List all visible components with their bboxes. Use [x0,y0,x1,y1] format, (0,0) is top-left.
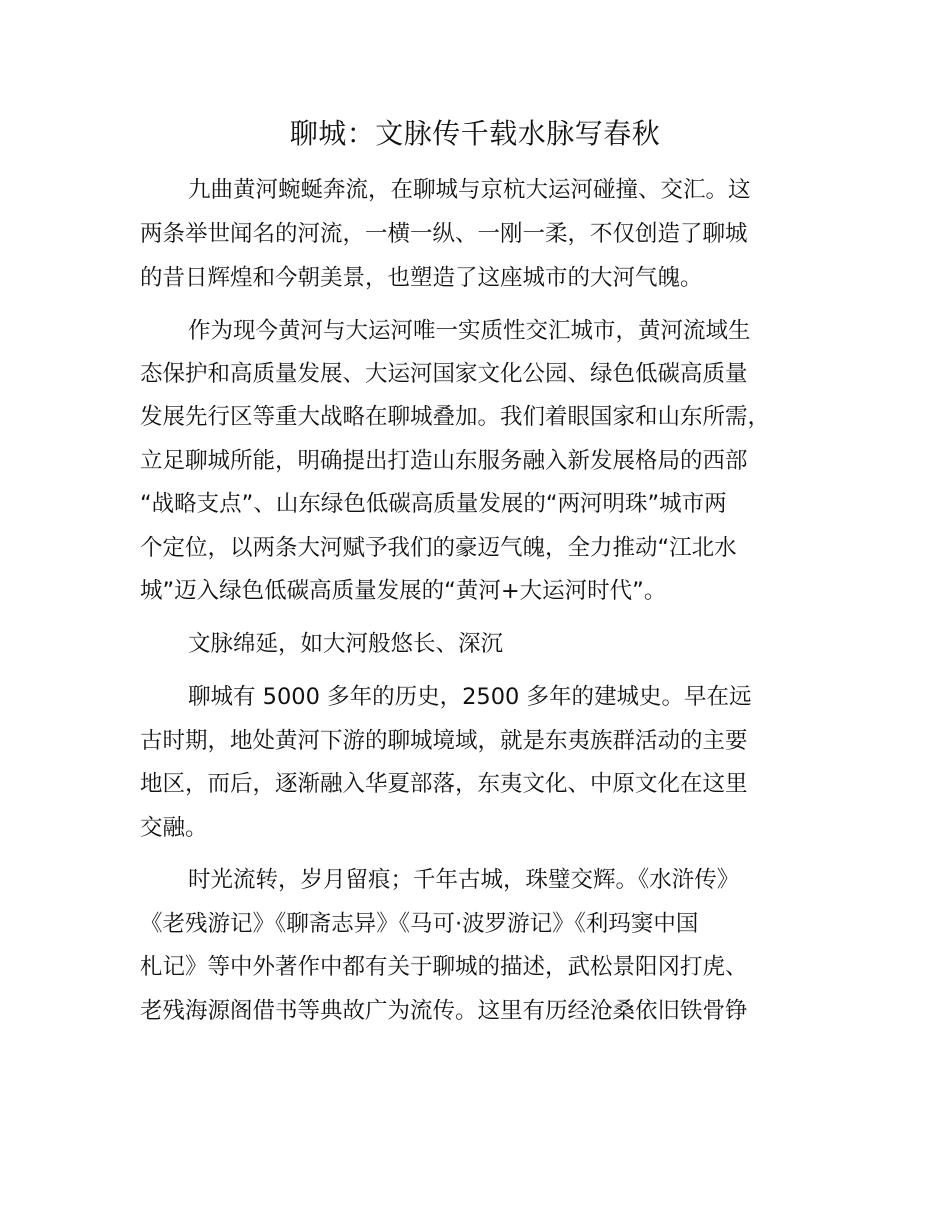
paragraph-3-line-1: 聊城有 5000 多年的历史，2500 多年的建城史。早在远 [188,684,752,710]
paragraph-3-line-2: 古时期，地处黄河下游的聊城境域，就是东夷族群活动的主要 [140,728,748,754]
section-subheading: 文脉绵延，如大河般悠长、深沉 [188,631,504,657]
paragraph-2-line-6: 个定位，以两条大河赋予我们的豪迈气魄，全力推动“江北水 [140,535,737,561]
document-title: 聊城：文脉传千载水脉写春秋 [289,117,661,150]
paragraph-2-line-7: 城”迈入绿色低碳高质量发展的“黄河+大运河时代”。 [140,578,667,604]
paragraph-2-line-3: 发展先行区等重大战略在聊城叠加。我们着眼国家和山东所需， [140,404,771,430]
paragraph-4-line-4: 老残海源阁借书等典故广为流传。这里有历经沧桑依旧铁骨铮 [140,998,748,1024]
paragraph-1-line-2: 两条举世闻名的河流，一横一纵、一刚一柔，不仅创造了聊城 [140,221,748,247]
paragraph-4-line-2: 《老残游记》《聊斋志异》《马可·波罗游记》《利玛窦中国 [140,911,699,937]
paragraph-3-line-3: 地区，而后，逐渐融入华夏部落，东夷文化、中原文化在这里 [140,771,748,797]
paragraph-4-line-3: 札记》等中外著作中都有关于聊城的描述，武松景阳冈打虎、 [140,954,748,980]
paragraph-2-line-2: 态保护和高质量发展、大运河国家文化公园、绿色低碳高质量 [140,361,748,387]
paragraph-2-line-5: “战略支点”、山东绿色低碳高质量发展的“两河明珠”城市两 [140,491,727,517]
paragraph-3-line-4: 交融。 [140,815,208,841]
paragraph-1-line-3: 的昔日辉煌和今朝美景，也塑造了这座城市的大河气魄。 [140,265,703,291]
paragraph-4-line-1: 时光流转，岁月留痕；千年古城，珠璧交辉。《水浒传》 [188,867,740,893]
paragraph-2-line-1: 作为现今黄河与大运河唯一实质性交汇城市，黄河流域生 [188,318,751,344]
paragraph-2-line-4: 立足聊城所能，明确提出打造山东服务融入新发展格局的西部 [140,448,748,474]
paragraph-1-line-1: 九曲黄河蜿蜒奔流，在聊城与京杭大运河碰撞、交汇。这 [188,177,751,203]
